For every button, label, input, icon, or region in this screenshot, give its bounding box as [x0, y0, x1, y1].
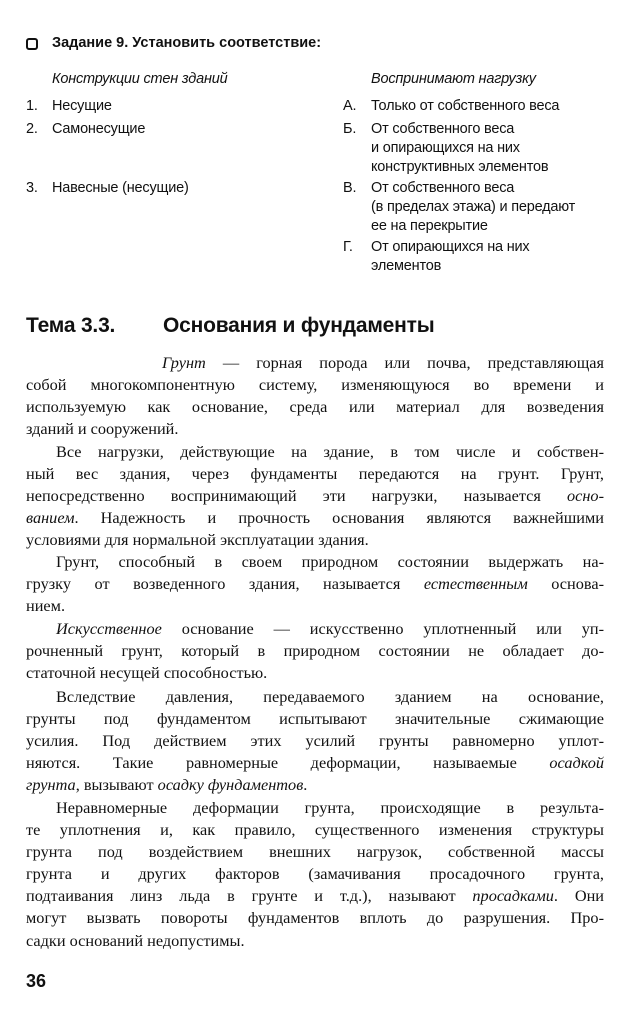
paragraph-6: Неравномерные деформации грунта, происходящие в результа- те уплотнения и, как правило, существенного изменения структуры грунта под воздействием внешних нагрузок, собственной массы грунта и других факторов (замачивания просадочного грунта, подтаивания линз льда в грунте и т.д.), называют просадками. Они могут вызвать повороты фундаментов вплоть до разрушения. Про- садки оснований недопустимы.	[26, 798, 605, 950]
task-title: Задание 9. Установить соответствие:	[52, 35, 322, 51]
term-osnovanie: осно-	[566, 486, 604, 506]
paragraph-4: Искусственное основание — искусственно уплотненный или уп- рочненный грунт, который в природном состоянии не обладает до- статочной несущей способностью.	[26, 619, 604, 683]
left-item-number: 1.	[26, 98, 38, 114]
right-item-line: и опирающихся на них	[371, 140, 520, 156]
right-item-line: От собственного веса	[371, 180, 515, 196]
term-osadku-fundamentov: осадку фундаментов	[157, 775, 304, 795]
term-osnovanie-cont: ванием	[26, 508, 75, 528]
right-item-line: конструктивных элементов	[371, 159, 549, 175]
paragraph-3: Грунт, способный в своем природном состоянии выдержать на- грузку от возведенного здания, называется естественным основа- нием.	[26, 552, 604, 616]
left-item-number: 2.	[26, 121, 38, 137]
right-item-line: От собственного веса	[371, 121, 515, 137]
page-number: 36	[26, 971, 47, 991]
right-item-line: От опирающихся на них	[371, 239, 530, 255]
right-item-line: элементов	[371, 258, 442, 274]
theme-title: Основания и фундаменты	[163, 314, 435, 337]
paragraph-5: Вследствие давления, передаваемого зданием на основание, грунты под фундаментом испытывают значительные сжимающие усилия. Под действием этих усилий грунты равномерно уплот- няются. Такие равномерные деформации, называемые осадкой грунта, вызывают осадку фундаментов.	[26, 687, 604, 795]
right-item-line: (в пределах этажа) и передают	[371, 199, 576, 215]
term-grunt: Грунт	[162, 353, 206, 372]
theme-number: Тема 3.3.	[26, 314, 116, 337]
right-item-letter: А.	[343, 98, 357, 114]
term-iskusstvennoe: Искусственное	[56, 619, 162, 638]
checkbox-icon	[26, 38, 38, 50]
right-column-header: Воспринимают нагрузку	[371, 71, 536, 87]
left-item-text: Несущие	[52, 98, 112, 114]
right-item-letter: Г.	[343, 239, 353, 255]
left-column-header: Конструкции стен зданий	[52, 71, 228, 87]
left-item-number: 3.	[26, 180, 38, 196]
left-item-text: Самонесущие	[52, 121, 146, 137]
left-item-text: Навесные (несущие)	[52, 180, 189, 196]
paragraph-2: Все нагрузки, действующие на здание, в том числе и собствен- ный вес здания, через фундаменты передаются на грунт. Грунт, непосредственно воспринимающий эти нагрузки, называется осно- ванием. Надежность и прочность основания являются важнейшими условиями для нормальной эксплуатации здания.	[26, 442, 604, 550]
term-estestvennym: естественным	[423, 574, 528, 594]
term-prosadkami: просадками	[472, 886, 554, 906]
term-osadkoy: осадкой	[549, 753, 604, 773]
paragraph-1: Грунт — горная порода или почва, представляющая собой многокомпонентную систему, изменяющуюся во времени и используемую как основание, среда или материал для возведения зданий и сооружений.	[26, 353, 604, 439]
right-item-letter: Б.	[343, 121, 357, 137]
right-item-line: ее на перекрытие	[371, 218, 488, 234]
right-item-line: Только от собственного веса	[371, 98, 560, 114]
right-item-letter: В.	[343, 180, 357, 196]
term-grunta: грунта	[26, 775, 76, 795]
